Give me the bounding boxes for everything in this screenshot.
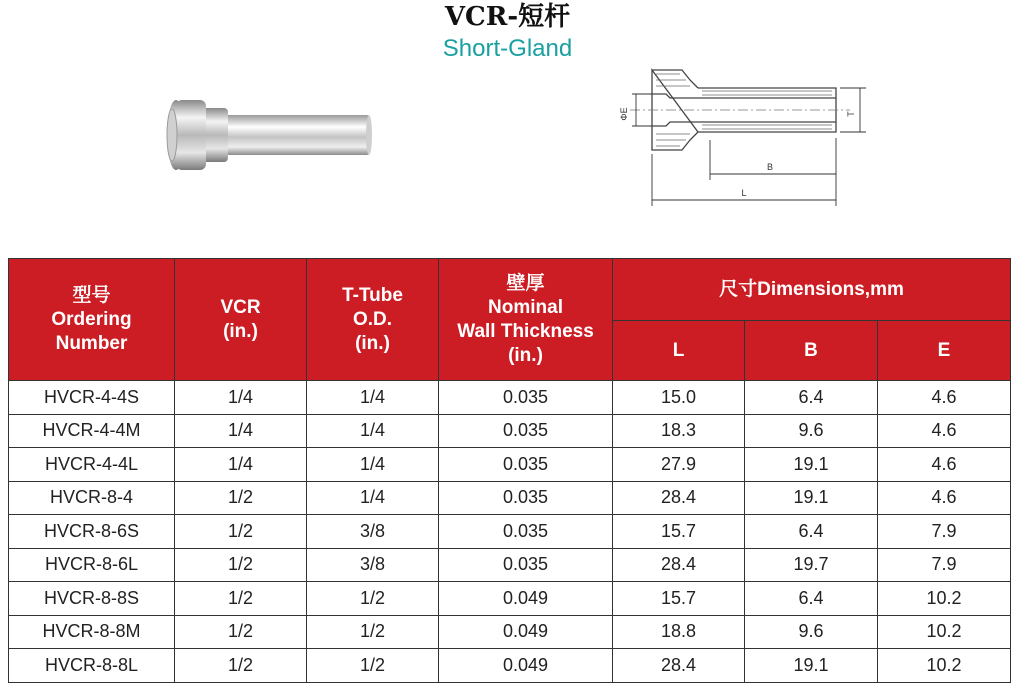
cell-dim-l: 18.8 xyxy=(613,615,745,649)
cell-dim-e: 10.2 xyxy=(878,615,1011,649)
page-title: VCR-短杆 xyxy=(444,2,571,32)
header-ordering-number: 型号 Ordering Number xyxy=(9,259,175,381)
cell-wall-thickness: 0.049 xyxy=(439,582,613,616)
cell-dim-l: 15.7 xyxy=(613,582,745,616)
header-dimensions: 尺寸Dimensions,mm xyxy=(613,259,1011,321)
cell-ordering-number: HVCR-8-6S xyxy=(9,515,175,549)
cell-dim-l: 15.7 xyxy=(613,515,745,549)
cell-wall-thickness: 0.035 xyxy=(439,548,613,582)
cell-dim-e: 10.2 xyxy=(878,582,1011,616)
cell-dim-b: 19.7 xyxy=(745,548,878,582)
cell-wall-thickness: 0.035 xyxy=(439,515,613,549)
header-l: L xyxy=(613,321,745,381)
cell-wall-thickness: 0.049 xyxy=(439,649,613,683)
table-row xyxy=(9,481,1011,515)
cell-ordering-number: HVCR-8-8L xyxy=(9,649,175,683)
header-b: B xyxy=(745,321,878,381)
cell-dim-l: 27.9 xyxy=(613,448,745,482)
cell-ordering-number: HVCR-4-4L xyxy=(9,448,175,482)
page-subtitle: Short-Gland xyxy=(442,35,573,62)
cell-dim-b: 6.4 xyxy=(745,515,878,549)
table-row xyxy=(9,615,1011,649)
cell-wall-thickness: 0.049 xyxy=(439,615,613,649)
cell-dim-l: 15.0 xyxy=(613,381,745,415)
table-row xyxy=(9,582,1011,616)
cell-dim-b: 19.1 xyxy=(745,649,878,683)
cell-tube-od: 1/2 xyxy=(307,615,439,649)
table-row xyxy=(9,414,1011,448)
cell-ordering-number: HVCR-4-4M xyxy=(9,414,175,448)
cell-tube-od: 1/4 xyxy=(307,448,439,482)
cell-dim-b: 19.1 xyxy=(745,481,878,515)
cell-dim-b: 9.6 xyxy=(745,615,878,649)
cell-dim-b: 19.1 xyxy=(745,448,878,482)
cell-dim-e: 7.9 xyxy=(878,548,1011,582)
cell-vcr-size: 1/2 xyxy=(175,582,307,616)
cell-vcr-size: 1/2 xyxy=(175,515,307,549)
cell-dim-b: 6.4 xyxy=(745,381,878,415)
cell-tube-od: 1/4 xyxy=(307,381,439,415)
table-row xyxy=(9,649,1011,683)
table-row xyxy=(9,515,1011,549)
cell-tube-od: 1/4 xyxy=(307,481,439,515)
cell-vcr-size: 1/2 xyxy=(175,548,307,582)
table-row xyxy=(9,548,1011,582)
cell-dim-e: 4.6 xyxy=(878,448,1011,482)
header-tube-od: T-Tube O.D. (in.) xyxy=(307,259,439,381)
cell-wall-thickness: 0.035 xyxy=(439,414,613,448)
cell-dim-l: 28.4 xyxy=(613,649,745,683)
cell-ordering-number: HVCR-4-4S xyxy=(9,381,175,415)
dim-label-e: ΦE xyxy=(619,107,629,121)
cell-wall-thickness: 0.035 xyxy=(439,381,613,415)
cell-tube-od: 1/2 xyxy=(307,582,439,616)
table-row xyxy=(9,448,1011,482)
specification-table xyxy=(8,258,1011,683)
cell-dim-l: 28.4 xyxy=(613,481,745,515)
dim-label-l: L xyxy=(741,188,747,198)
cell-ordering-number: HVCR-8-8S xyxy=(9,582,175,616)
cell-dim-e: 7.9 xyxy=(878,515,1011,549)
cell-dim-e: 4.6 xyxy=(878,481,1011,515)
cell-dim-b: 6.4 xyxy=(745,582,878,616)
cell-vcr-size: 1/2 xyxy=(175,481,307,515)
cell-ordering-number: HVCR-8-4 xyxy=(9,481,175,515)
product-photo xyxy=(160,88,375,188)
cell-vcr-size: 1/2 xyxy=(175,615,307,649)
header-vcr: VCR (in.) xyxy=(175,259,307,381)
cell-vcr-size: 1/2 xyxy=(175,649,307,683)
header-wall-thickness: 壁厚 Nominal Wall Thickness (in.) xyxy=(439,259,613,381)
dim-label-b: B xyxy=(766,162,774,172)
cell-ordering-number: HVCR-8-6L xyxy=(9,548,175,582)
dim-label-t: T xyxy=(846,111,856,117)
cell-tube-od: 3/8 xyxy=(307,515,439,549)
cell-dim-e: 4.6 xyxy=(878,381,1011,415)
header-e: E xyxy=(878,321,1011,381)
cell-dim-l: 18.3 xyxy=(613,414,745,448)
cell-vcr-size: 1/4 xyxy=(175,414,307,448)
cell-wall-thickness: 0.035 xyxy=(439,481,613,515)
table-row xyxy=(9,381,1011,415)
cell-tube-od: 1/4 xyxy=(307,414,439,448)
dimension-drawing xyxy=(610,58,875,216)
cell-dim-e: 10.2 xyxy=(878,649,1011,683)
cell-vcr-size: 1/4 xyxy=(175,448,307,482)
cell-dim-l: 28.4 xyxy=(613,548,745,582)
cell-dim-e: 4.6 xyxy=(878,414,1011,448)
cell-tube-od: 1/2 xyxy=(307,649,439,683)
cell-tube-od: 3/8 xyxy=(307,548,439,582)
cell-vcr-size: 1/4 xyxy=(175,381,307,415)
cell-dim-b: 9.6 xyxy=(745,414,878,448)
cell-wall-thickness: 0.035 xyxy=(439,448,613,482)
cell-ordering-number: HVCR-8-8M xyxy=(9,615,175,649)
